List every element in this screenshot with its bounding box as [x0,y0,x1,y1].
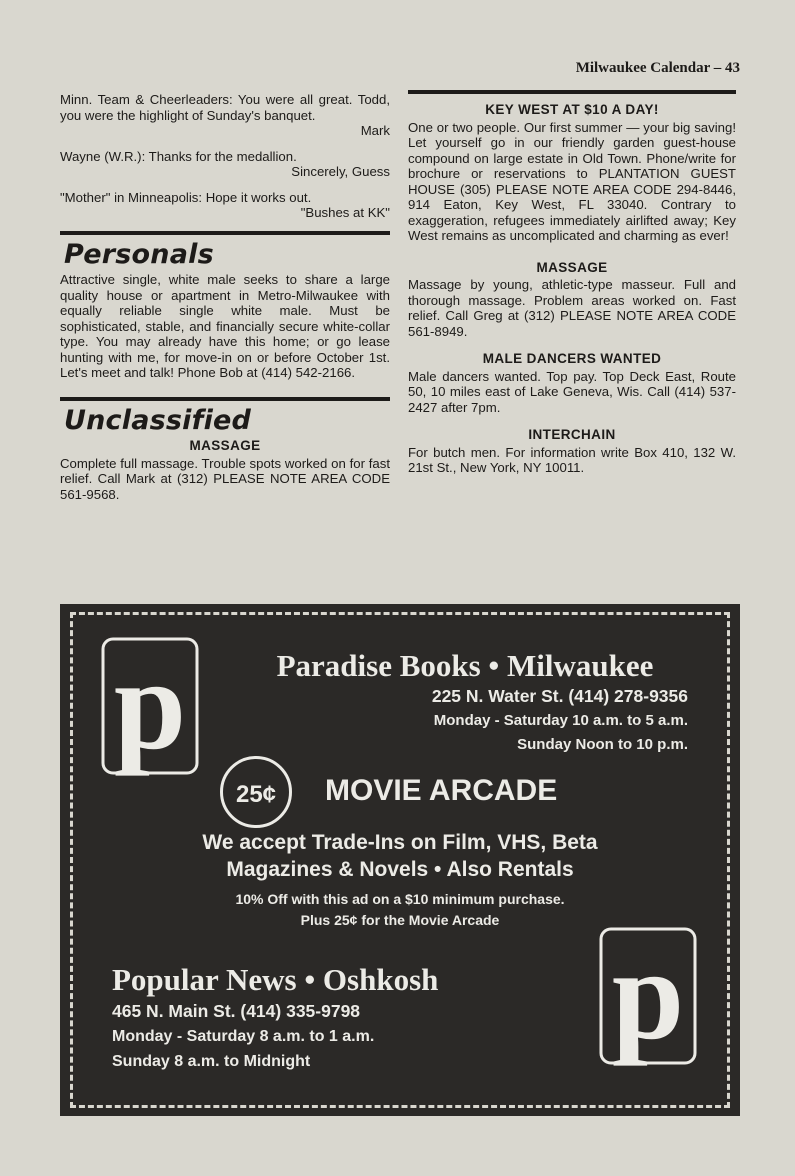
logo-letter: p [611,926,685,1066]
dancers-ad: Male dancers wanted. Top pay. Top Deck East, Route 50, 10 miles east of Lake Geneva, Wis. Call (414) 537-2427 after 7pm. [408,368,736,415]
bookstore-display-ad [60,604,740,1116]
paradise-hours-weekday: Monday - Saturday 10 a.m. to 5 a.m. [433,712,688,729]
left-column [60,92,390,510]
massage-heading: MASSAGE [536,259,608,275]
popular-news-address: 465 N. Main St. (414) 335-9798 [112,1001,361,1021]
interchain-ad: For butch men. For information write Box 410, 132 W. 21st St., New York, NY 10011. [408,444,736,475]
section-rule [60,231,390,235]
note-3 [60,190,390,221]
massage-heading: MASSAGE [189,438,261,453]
note-2 [60,149,390,180]
popular-news-hours-sunday: Sunday 8 a.m. to Midnight [112,1053,311,1070]
note-3-signature: "Bushes at KK" [300,205,390,220]
rentals-line: Magazines & Novels • Also Rentals [226,858,574,881]
personals-heading: Personals [64,238,214,270]
paradise-books-title: Paradise Books • Milwaukee [276,648,654,683]
discount-line: 10% Off with this ad on a $10 minimum purchase. [235,891,565,907]
trade-in-line: We accept Trade-Ins on Film, VHS, Beta [202,831,598,854]
p-logo-icon [598,926,698,1066]
paradise-address: 225 N. Water St. (414) 278-9356 [431,686,688,706]
arcade-title: MOVIE ARCADE [325,774,558,807]
popular-news-title: Popular News • Oshkosh [112,962,439,997]
massage-ad: Complete full massage. Trouble spots worked on for fast relief. Call Mark at (312) PLEASE NOTE AREA CODE 561-9568. [60,455,390,502]
note-2-text: Wayne (W.R.): Thanks for the medallion. [60,148,297,164]
unclassified-heading: Unclassified [64,404,252,436]
keywest-heading: KEY WEST AT $10 A DAY! [485,102,659,117]
interchain-heading: INTERCHAIN [528,427,616,442]
personals-ad: Attractive single, white male seeks to share a large quality house or apartment in Metro-Milwaukee with equally reliable single white male. Must be sophisticated, stable, and financially secure white-collar type. You may already have this home; or go lease hunting with me, for move-in on or before October 1st. Let's meet and talk! Phone Bob at (414) 542-2166. [60,272,390,380]
keywest-ad: One or two people. Our first summer — your big saving! Let yourself go in our friendly garden guest-house compound on large estate in Old Town. Phone/write for brochure or reservations to PLANTATION GUEST HOUSE (305) PLEASE NOTE AREA CODE 294-8446, 914 Eaton, Key West, FL 33040. Contrary to exaggeration, refugees immediately airlifted away; Key West remains as uncomplicated and charming as ever! [408,119,736,243]
dancers-heading: MALE DANCERS WANTED [482,351,662,366]
paradise-hours-sunday: Sunday Noon to 10 p.m. [517,736,688,753]
massage-ad: Massage by young, athletic-type masseur. Full and thorough massage. Problem areas worked on. Fast relief. Call Greg at (312) PLEASE NOTE AREA CODE 561-8949. [408,277,736,339]
logo-letter: p [113,636,187,776]
arcade-price-badge: 25¢ [220,756,292,828]
section-rule [408,90,736,94]
note-1-signature: Mark [360,123,390,138]
p-logo-icon [100,636,200,776]
section-rule [60,397,390,401]
running-head: Milwaukee Calendar – 43 [575,60,740,76]
right-column [408,92,736,484]
note-2-signature: Sincerely, Guess [291,164,390,179]
note-3-text: "Mother" in Minneapolis: Hope it works out. [60,189,312,205]
arcade-bonus-line: Plus 25¢ for the Movie Arcade [300,912,500,928]
note-1 [60,92,390,139]
popular-news-hours-weekday: Monday - Saturday 8 a.m. to 1 a.m. [112,1028,375,1045]
note-1-text: Minn. Team & Cheerleaders: You were all great. Todd, you were the highlight of Sunday's banquet. [60,92,390,123]
